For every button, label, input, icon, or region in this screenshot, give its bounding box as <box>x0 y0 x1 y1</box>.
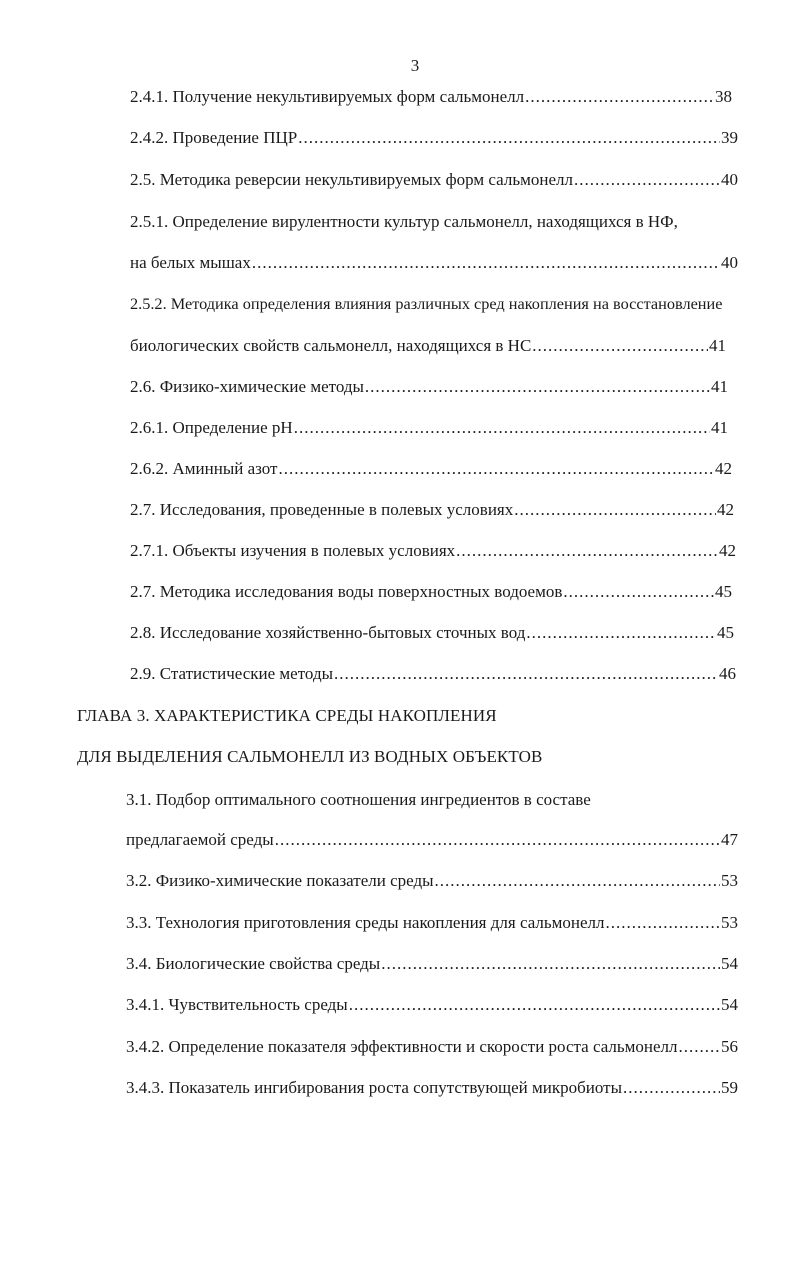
toc-entry <box>126 1036 738 1058</box>
toc-entry-page: 56 <box>721 1037 738 1056</box>
toc-entry <box>130 376 728 398</box>
toc-leader <box>456 540 718 562</box>
toc-entry-page: 41 <box>711 377 728 396</box>
toc-entry-text: 2.9. Статистические методы <box>130 664 334 683</box>
toc-entry-text: 2.4.1. Получение некультивируемых форм сальмонелл <box>130 87 525 106</box>
toc-leader <box>606 912 721 934</box>
toc-entry-text: 2.5.1. Определение вирулентности культур сальмонелл, находящихся в НФ, <box>130 212 678 231</box>
toc-entry-page: 42 <box>717 500 734 519</box>
toc-entry <box>130 458 732 480</box>
toc-entry-text: 2.7.1. Объекты изучения в полевых условиях <box>130 541 456 560</box>
toc-entry-text: 2.6.1. Определение pH <box>130 418 293 437</box>
toc-entry <box>130 499 734 521</box>
toc-entry <box>130 417 728 439</box>
toc-entry-text: 2.4.2. Проведение ПЦР <box>130 128 298 147</box>
toc-leader <box>365 376 710 398</box>
toc-leader <box>294 417 710 439</box>
toc-entry-text: 2.6. Физико-химические методы <box>130 377 364 396</box>
toc-entry-page: 54 <box>721 954 738 973</box>
toc-entry-page: 40 <box>721 253 738 272</box>
toc-entry-text: 2.6.2. Аминный азот <box>130 459 278 478</box>
toc-leader <box>514 499 716 521</box>
toc-entry <box>126 870 738 892</box>
toc-entry-page: 54 <box>721 995 738 1014</box>
toc-entry <box>130 169 738 191</box>
toc-leader <box>349 994 720 1016</box>
toc-entry-page: 38 <box>715 87 732 106</box>
toc-entry <box>126 829 738 851</box>
toc-entry <box>130 622 734 644</box>
page-number: 3 <box>410 56 420 75</box>
toc-entry-text: 3.4.2. Определение показателя эффективности и скорости роста сальмонелл <box>126 1037 678 1056</box>
toc-leader <box>435 870 720 892</box>
toc-entry-page: 45 <box>717 623 734 642</box>
toc-entry <box>130 663 736 685</box>
toc-entry-page: 41 <box>709 336 726 355</box>
toc-entry-page: 46 <box>719 664 736 683</box>
toc-entry <box>126 953 738 975</box>
toc-entry-text: 3.2. Физико-химические показатели среды <box>126 871 434 890</box>
toc-entry-text: 2.5. Методика реверсии некультивируемых форм сальмонелл <box>130 170 573 189</box>
toc-leader <box>574 169 720 191</box>
toc-leader <box>679 1036 721 1058</box>
toc-leader <box>252 252 720 274</box>
toc-leader <box>623 1077 720 1099</box>
toc-entry-page: 59 <box>721 1078 738 1097</box>
toc-entry <box>130 335 726 357</box>
toc-leader <box>532 335 708 357</box>
toc-entry <box>130 252 738 274</box>
toc-entry-page: 40 <box>721 170 738 189</box>
toc-leader <box>526 622 716 644</box>
toc-entry-page: 53 <box>721 871 738 890</box>
toc-leader <box>381 953 720 975</box>
toc-entry <box>126 994 738 1016</box>
toc-entry <box>126 912 738 934</box>
toc-entry-text: 3.4. Биологические свойства среды <box>126 954 381 973</box>
toc-leader <box>334 663 718 685</box>
toc-entry <box>130 127 738 149</box>
toc-entry-text: 2.5.2. Методика определения влияния различных сред накопления на восстановление <box>130 294 723 313</box>
toc-entry-text: 2.8. Исследование хозяйственно-бытовых сточных вод <box>130 623 526 642</box>
toc-entry-text: предлагаемой среды <box>126 830 274 849</box>
chapter-heading: ДЛЯ ВЫДЕЛЕНИЯ САЛЬМОНЕЛЛ ИЗ ВОДНЫХ ОБЪЕКТОВ <box>77 747 543 766</box>
chapter-heading: ГЛАВА 3. ХАРАКТЕРИСТИКА СРЕДЫ НАКОПЛЕНИЯ <box>77 706 497 725</box>
toc-entry <box>130 86 732 108</box>
toc-entry <box>126 1077 738 1099</box>
toc-entry-text: 2.7. Исследования, проведенные в полевых условиях <box>130 500 514 519</box>
toc-entry-page: 42 <box>715 459 732 478</box>
toc-entry-page: 45 <box>715 582 732 601</box>
toc-leader <box>278 458 714 480</box>
toc-leader <box>298 127 720 149</box>
toc-entry-page: 42 <box>719 541 736 560</box>
toc-entry-text: биологических свойств сальмонелл, находящихся в НС <box>130 336 532 355</box>
toc-leader <box>563 581 714 603</box>
toc-entry-page: 41 <box>711 418 728 437</box>
toc-entry <box>130 540 736 562</box>
toc-entry-text: 3.1. Подбор оптимального соотношения ингредиентов в составе <box>126 790 591 809</box>
toc-entry-text: 3.4.1. Чувствительность среды <box>126 995 348 1014</box>
toc-entry-page: 47 <box>721 830 738 849</box>
toc-entry-page: 39 <box>721 128 738 147</box>
toc-entry-page: 53 <box>721 913 738 932</box>
toc-entry <box>130 581 732 603</box>
toc-leader <box>525 86 714 108</box>
toc-leader <box>275 829 720 851</box>
toc-entry-text: 3.3. Технология приготовления среды накопления для сальмонелл <box>126 913 605 932</box>
toc-entry-text: на белых мышах <box>130 253 251 272</box>
toc-entry-text: 2.7. Методика исследования воды поверхностных водоемов <box>130 582 563 601</box>
toc-entry-text: 3.4.3. Показатель ингибирования роста сопутствующей микробиоты <box>126 1078 623 1097</box>
